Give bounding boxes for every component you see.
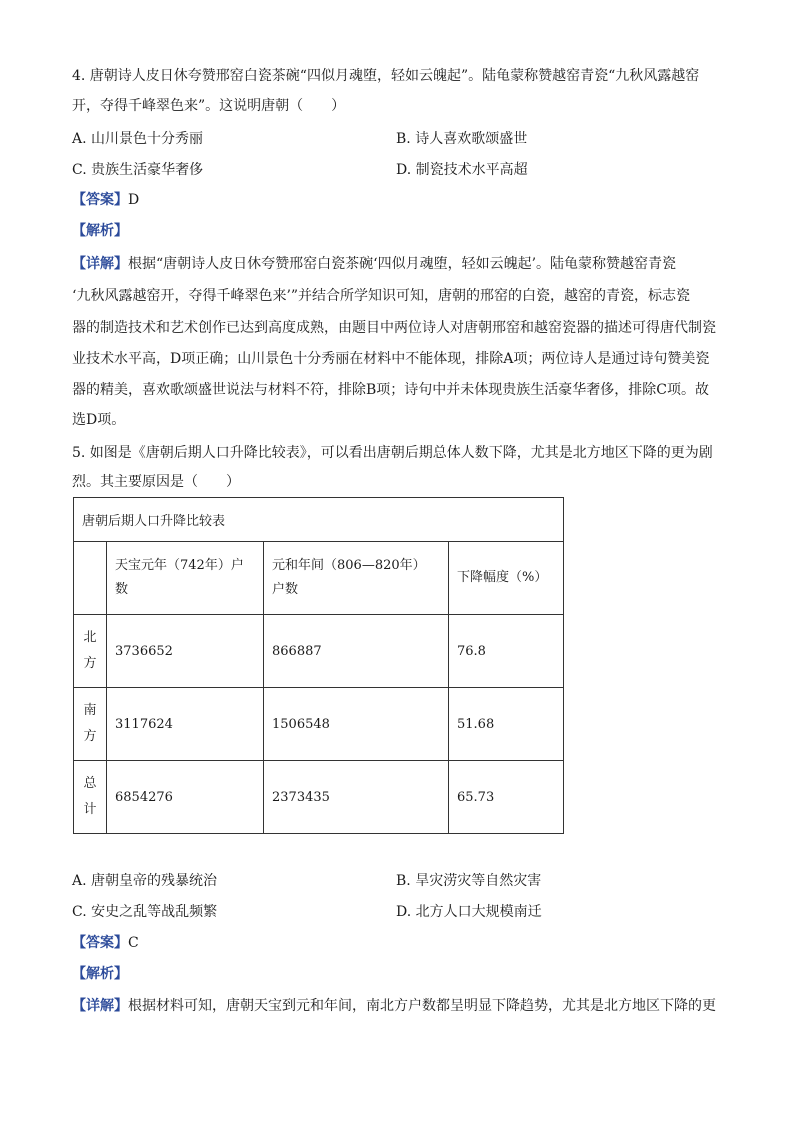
detail-text: 根据材料可知，唐朝天宝到元和年间，南北方户数都呈明显下降趋势，尤其是北方地区下降的更 <box>128 998 716 1014</box>
answer-tag: 【答案】 <box>72 935 128 951</box>
cell-decline: 76.8 <box>449 615 564 688</box>
q4-detail-line3: 器的制造技术和艺术创作已达到高度成熟，由题目中两位诗人对唐朝邢窑和越窑瓷器的描述可得唐代制瓷 <box>72 320 716 336</box>
q4-detail-line1 <box>72 254 676 274</box>
q4-detail-line2: ‘九秋风露越窑开，夺得千峰翠色来’”并结合所学知识可知，唐朝的邢窑的白瓷，越窑的青瓷，标志瓷 <box>72 288 691 304</box>
table-row <box>74 615 564 688</box>
q5-option-b: B. 旱灾涝灾等自然灾害 <box>396 873 542 889</box>
answer-value: D <box>128 192 140 208</box>
cell-decline: 65.73 <box>449 761 564 834</box>
answer-value: C <box>128 935 139 951</box>
q4-detail-line6: 选D项。 <box>72 412 126 428</box>
q4-answer <box>72 190 139 210</box>
q4-option-b: B. 诗人喜欢歌颂盛世 <box>396 131 528 147</box>
region-total: 总 计 <box>74 761 107 834</box>
q4-detail-line5: 器的精美，喜欢歌颂盛世说法与材料不符，排除B项；诗句中并未体现贵族生活豪华奢侈，排除C项。故 <box>72 382 709 398</box>
q5-analysis <box>72 964 128 984</box>
table-header-row <box>74 542 564 615</box>
q5-option-a: A. 唐朝皇帝的残暴统治 <box>72 873 218 889</box>
cell-tianbao: 3736652 <box>107 615 264 688</box>
q5-stem-line2: 烈。其主要原因是（ ） <box>72 474 240 490</box>
population-table <box>73 497 564 834</box>
analysis-tag: 【解析】 <box>72 966 128 982</box>
detail-text: 根据“唐朝诗人皮日休夸赞邢窑白瓷茶碗‘四似月魂堕，轻如云魄起’。陆龟蒙称赞越窑青瓷 <box>128 256 677 272</box>
detail-tag: 【详解】 <box>72 998 128 1014</box>
header-empty-cell <box>74 542 107 615</box>
cell-yuanhe: 866887 <box>264 615 449 688</box>
q4-detail-line4: 业技术水平高，D项正确；山川景色十分秀丽在材料中不能体现，排除A项；两位诗人是通过诗句赞美瓷 <box>72 351 710 367</box>
table-row <box>74 761 564 834</box>
q4-stem-line1: 4. 唐朝诗人皮日休夸赞邢窑白瓷茶碗“四似月魂堕，轻如云魄起”。陆龟蒙称赞越窑青瓷“九秋风露越窑 <box>72 68 700 84</box>
cell-yuanhe: 1506548 <box>264 688 449 761</box>
cell-tianbao: 6854276 <box>107 761 264 834</box>
region-north: 北 方 <box>74 615 107 688</box>
q5-option-c: C. 安史之乱等战乱频繁 <box>72 904 218 920</box>
q4-stem-line2: 开，夺得千峰翠色来”。这说明唐朝（ ） <box>72 98 346 114</box>
table-row <box>74 688 564 761</box>
cell-decline: 51.68 <box>449 688 564 761</box>
q5-stem-line1: 5. 如图是《唐朝后期人口升降比较表》，可以看出唐朝后期总体人数下降，尤其是北方地区下降的更为剧 <box>72 445 713 461</box>
q4-analysis <box>72 221 128 241</box>
analysis-tag: 【解析】 <box>72 223 128 239</box>
q4-option-d: D. 制瓷技术水平高超 <box>396 162 528 178</box>
header-yuanhe: 元和年间（806—820年） 户数 <box>264 542 449 615</box>
answer-tag: 【答案】 <box>72 192 128 208</box>
header-tianbao: 天宝元年（742年）户 数 <box>107 542 264 615</box>
q4-option-c: C. 贵族生活豪华奢侈 <box>72 162 204 178</box>
table-caption: 唐朝后期人口升降比较表 <box>74 498 564 542</box>
q5-detail-line1 <box>72 996 716 1016</box>
q5-answer <box>72 933 139 953</box>
header-decline: 下降幅度（%） <box>449 542 564 615</box>
detail-tag: 【详解】 <box>72 256 128 272</box>
region-south: 南 方 <box>74 688 107 761</box>
q4-option-a: A. 山川景色十分秀丽 <box>72 131 204 147</box>
q5-option-d: D. 北方人口大规模南迁 <box>396 904 542 920</box>
cell-yuanhe: 2373435 <box>264 761 449 834</box>
cell-tianbao: 3117624 <box>107 688 264 761</box>
